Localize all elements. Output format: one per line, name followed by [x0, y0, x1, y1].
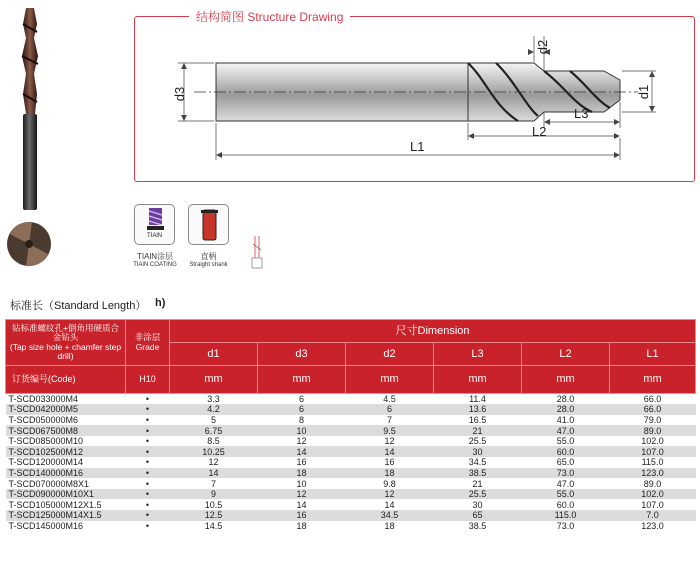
cell-L2: 55.0	[522, 436, 610, 447]
table-row	[6, 510, 696, 521]
dim-label-d2: d2	[535, 39, 550, 55]
cell-L3: 21	[434, 478, 522, 489]
dim-label-d3: d3	[172, 86, 187, 102]
cell-L1: 89.0	[610, 425, 696, 436]
cell-d3: 18	[258, 468, 346, 479]
cell-d2: 16	[346, 457, 434, 468]
cell-L2: 55.0	[522, 489, 610, 500]
unit-L3: mm	[434, 366, 522, 394]
cell-d1: 12.5	[170, 510, 258, 521]
unit-d3: mm	[258, 366, 346, 394]
table-row	[6, 521, 696, 532]
cell-L2: 65.0	[522, 457, 610, 468]
cell-code: T-SCD033000M4	[6, 394, 126, 405]
cell-d1: 9	[170, 489, 258, 500]
spec-table	[5, 319, 696, 531]
cell-code: T-SCD105000M12X1.5	[6, 499, 126, 510]
cell-d2: 14	[346, 499, 434, 510]
cell-d3: 10	[258, 425, 346, 436]
cell-d1: 6.75	[170, 425, 258, 436]
cell-d1: 10.25	[170, 446, 258, 457]
cell-grade: •	[126, 446, 170, 457]
table-row	[6, 499, 696, 510]
shank-label-en: Straight shank	[189, 262, 228, 268]
code-description-en: (Tap size hole + chamfer step drill)	[9, 341, 122, 361]
cell-L3: 25.5	[434, 436, 522, 447]
cell-grade: •	[126, 457, 170, 468]
cell-L3: 25.5	[434, 489, 522, 500]
cell-grade: •	[126, 499, 170, 510]
dimension-header: 尺寸Dimension	[170, 320, 696, 343]
table-row	[6, 436, 696, 447]
cell-code: T-SCD085000M10	[6, 436, 126, 447]
grade-header: 非涂层 Grade	[126, 320, 170, 366]
cell-L2: 60.0	[522, 446, 610, 457]
col-header-d3: d3	[258, 343, 346, 366]
col-header-d1: d1	[170, 343, 258, 366]
cell-d2: 18	[346, 521, 434, 532]
dim-label-L2: L2	[532, 124, 547, 139]
cell-L3: 30	[434, 446, 522, 457]
cell-d1: 7	[170, 478, 258, 489]
table-row	[6, 489, 696, 500]
cell-code: T-SCD067500M8	[6, 425, 126, 436]
cell-d1: 8.5	[170, 436, 258, 447]
drawing-title: 结构简图 Structure Drawing	[189, 8, 350, 25]
unit-L2: mm	[522, 366, 610, 394]
cell-L3: 34.5	[434, 457, 522, 468]
section-mark: h)	[155, 297, 166, 309]
cell-L1: 66.0	[610, 394, 696, 405]
cell-d2: 34.5	[346, 510, 434, 521]
code-description-cn: 钻标准螺纹孔+倒角用硬质合金钻头	[12, 322, 119, 343]
cell-L1: 66.0	[610, 404, 696, 415]
cell-L1: 89.0	[610, 478, 696, 489]
drill-product-photo	[4, 4, 56, 214]
cell-code: T-SCD090000M10X1	[6, 489, 126, 500]
cell-grade: •	[126, 478, 170, 489]
cell-L1: 123.0	[610, 468, 696, 479]
cell-grade: •	[126, 404, 170, 415]
cell-L2: 47.0	[522, 478, 610, 489]
cell-d3: 8	[258, 415, 346, 426]
cell-d3: 14	[258, 499, 346, 510]
cell-L1: 107.0	[610, 499, 696, 510]
tialn-label-en: TIAlN COATING	[133, 262, 177, 268]
cell-d3: 6	[258, 394, 346, 405]
cell-L1: 107.0	[610, 446, 696, 457]
dim-label-L1: L1	[410, 139, 425, 154]
table-row	[6, 457, 696, 468]
cell-d2: 9.8	[346, 478, 434, 489]
cell-d2: 9.5	[346, 425, 434, 436]
section-title: 标准长（Standard Length）	[10, 300, 147, 312]
cell-code: T-SCD070000M8X1	[6, 478, 126, 489]
dim-label-L3: L3	[574, 106, 589, 121]
col-header-L1: L1	[610, 343, 696, 366]
cell-L1: 79.0	[610, 415, 696, 426]
table-row	[6, 446, 696, 457]
cell-d3: 14	[258, 446, 346, 457]
cell-code: T-SCD125000M14X1.5	[6, 510, 126, 521]
code-description-header	[6, 320, 126, 366]
cell-grade: •	[126, 510, 170, 521]
cell-code: T-SCD102500M12	[6, 446, 126, 457]
cell-d3: 10	[258, 478, 346, 489]
cell-d1: 4.2	[170, 404, 258, 415]
cell-d1: 10.5	[170, 499, 258, 510]
cell-L1: 123.0	[610, 521, 696, 532]
table-row	[6, 404, 696, 415]
cell-grade: •	[126, 425, 170, 436]
cell-d2: 7	[346, 415, 434, 426]
cell-L3: 30	[434, 499, 522, 510]
cell-L2: 73.0	[522, 468, 610, 479]
cell-grade: •	[126, 436, 170, 447]
cell-L2: 73.0	[522, 521, 610, 532]
cell-L2: 47.0	[522, 425, 610, 436]
cell-d3: 16	[258, 510, 346, 521]
cell-L3: 11.4	[434, 394, 522, 405]
cell-d1: 12	[170, 457, 258, 468]
cell-d2: 14	[346, 446, 434, 457]
unit-d1: mm	[170, 366, 258, 394]
drill-end-view-photo	[2, 218, 56, 270]
cell-L3: 13.6	[434, 404, 522, 415]
cell-d3: 16	[258, 457, 346, 468]
grade-value: H10	[126, 366, 170, 394]
cell-L3: 38.5	[434, 468, 522, 479]
cell-L2: 115.0	[522, 510, 610, 521]
cell-L1: 102.0	[610, 436, 696, 447]
cell-code: T-SCD140000M16	[6, 468, 126, 479]
table-row	[6, 425, 696, 436]
shank-label-cn: 直柄	[200, 252, 217, 261]
table-row	[6, 394, 696, 405]
cell-grade: •	[126, 489, 170, 500]
cell-grade: •	[126, 394, 170, 405]
cell-grade: •	[126, 415, 170, 426]
unit-d2: mm	[346, 366, 434, 394]
table-row	[6, 468, 696, 479]
cell-d2: 18	[346, 468, 434, 479]
cell-L3: 21	[434, 425, 522, 436]
table-row	[6, 415, 696, 426]
structure-drawing	[134, 16, 695, 182]
code-label-header: 订货编号(Code)	[6, 366, 126, 394]
cell-code: T-SCD120000M14	[6, 457, 126, 468]
cell-L3: 16.5	[434, 415, 522, 426]
cell-d1: 14.5	[170, 521, 258, 532]
cell-L3: 38.5	[434, 521, 522, 532]
unit-L1: mm	[610, 366, 696, 394]
cell-L1: 115.0	[610, 457, 696, 468]
cell-code: T-SCD042000M5	[6, 404, 126, 415]
cell-L1: 102.0	[610, 489, 696, 500]
cell-d3: 6	[258, 404, 346, 415]
cell-d1: 14	[170, 468, 258, 479]
col-header-L3: L3	[434, 343, 522, 366]
dim-label-d1: d1	[636, 84, 651, 100]
cell-L2: 28.0	[522, 394, 610, 405]
cell-code: T-SCD050000M6	[6, 415, 126, 426]
cell-L1: 7.0	[610, 510, 696, 521]
tialn-badge: TIAlN	[147, 233, 162, 239]
cell-d2: 6	[346, 404, 434, 415]
cell-d3: 12	[258, 489, 346, 500]
cell-d1: 5	[170, 415, 258, 426]
cell-L2: 28.0	[522, 404, 610, 415]
col-header-L2: L2	[522, 343, 610, 366]
tolerance-symbol-icon	[247, 236, 265, 270]
cell-L2: 41.0	[522, 415, 610, 426]
col-header-d2: d2	[346, 343, 434, 366]
tialn-coating-icon	[134, 204, 175, 245]
table-row	[6, 478, 696, 489]
tialn-label-cn: TIAlN涂层	[137, 252, 173, 261]
cell-d3: 18	[258, 521, 346, 532]
cell-d2: 4.5	[346, 394, 434, 405]
cell-d1: 3.3	[170, 394, 258, 405]
cell-d2: 12	[346, 489, 434, 500]
cell-code: T-SCD145000M16	[6, 521, 126, 532]
cell-L2: 60.0	[522, 499, 610, 510]
cell-grade: •	[126, 468, 170, 479]
cell-d3: 12	[258, 436, 346, 447]
straight-shank-icon	[188, 204, 229, 245]
cell-d2: 12	[346, 436, 434, 447]
cell-grade: •	[126, 521, 170, 532]
cell-L3: 65	[434, 510, 522, 521]
